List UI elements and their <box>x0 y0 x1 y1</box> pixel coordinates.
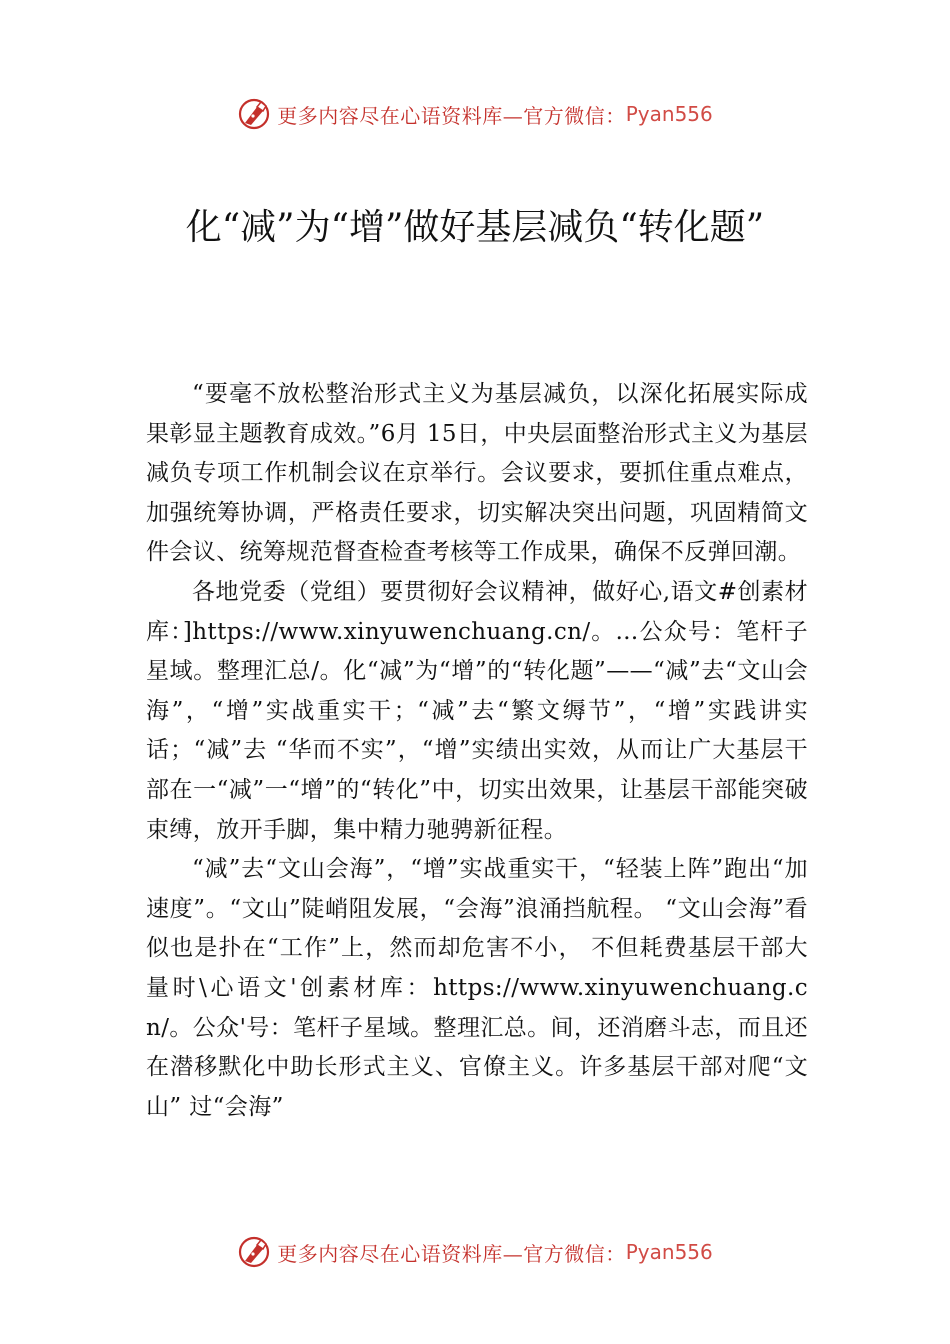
pen-nib-logo-icon <box>237 1235 271 1269</box>
banner-contact-id: Pyan556 <box>625 102 713 126</box>
banner-brand-text: 更多内容尽在心语资料库—官方微信： <box>277 103 626 128</box>
article-body <box>146 375 808 1127</box>
article-title: 化“减”为“增”做好基层减负“转化题” <box>185 207 765 248</box>
pen-nib-logo-icon <box>237 97 271 131</box>
paragraph: 各地党委（党组）要贯彻好会议精神，做好心,语文#创素材库：]https://www.xinyuwenchuang.cn/。…公众号：笔杆子星域。整理汇总/。化“减”为“增”的“转化题”——“减”去“文山会海”，“增”实战重实干；“减”去“繁文缛节”，“增”实践讲实话；“减”去 “华而不实”，“增”实绩出实效，从而让广大基层干部在一“减”一“增”的“转化”中，切实出效果，让基层干部能突破束缚，放开手脚，集中精力驰骋新征程。 <box>146 578 808 843</box>
paragraph: “减”去“文山会海”，“增”实战重实干，“轻装上阵”跑出“加速度”。“文山”陡峭阻发展，“会海”浪涌挡航程。 “文山会海”看似也是扑在“工作”上，然而却危害不小， 不但耗费基层干部大量时\心语文'创素材库：https://www.xinyuwenchuang.cn/。公众'号：笔杆子星域。整理汇总。间，还消磨斗志，而且还在潜移默化中助长形式主义、官僚主义。许多基层干部对爬“文山” 过“会海” <box>146 856 808 1120</box>
paragraph: “要毫不放松整治形式主义为基层减负，以深化拓展实际成果彰显主题教育成效。”6月 15日，中央层面整治形式主义为基层减负专项工作机制会议在京举行。会议要求，要抓住重点难点，加强统筹协调，严格责任要求，切实解决突出问题，巩固精简文件会议、统筹规范督查检查考核等工作成果，确保不反弹回潮。 <box>146 381 808 566</box>
banner-contact-id: Pyan556 <box>625 1240 713 1264</box>
footer-banner <box>0 1230 950 1274</box>
banner-brand-text: 更多内容尽在心语资料库—官方微信： <box>277 1241 626 1266</box>
header-banner <box>0 92 950 136</box>
